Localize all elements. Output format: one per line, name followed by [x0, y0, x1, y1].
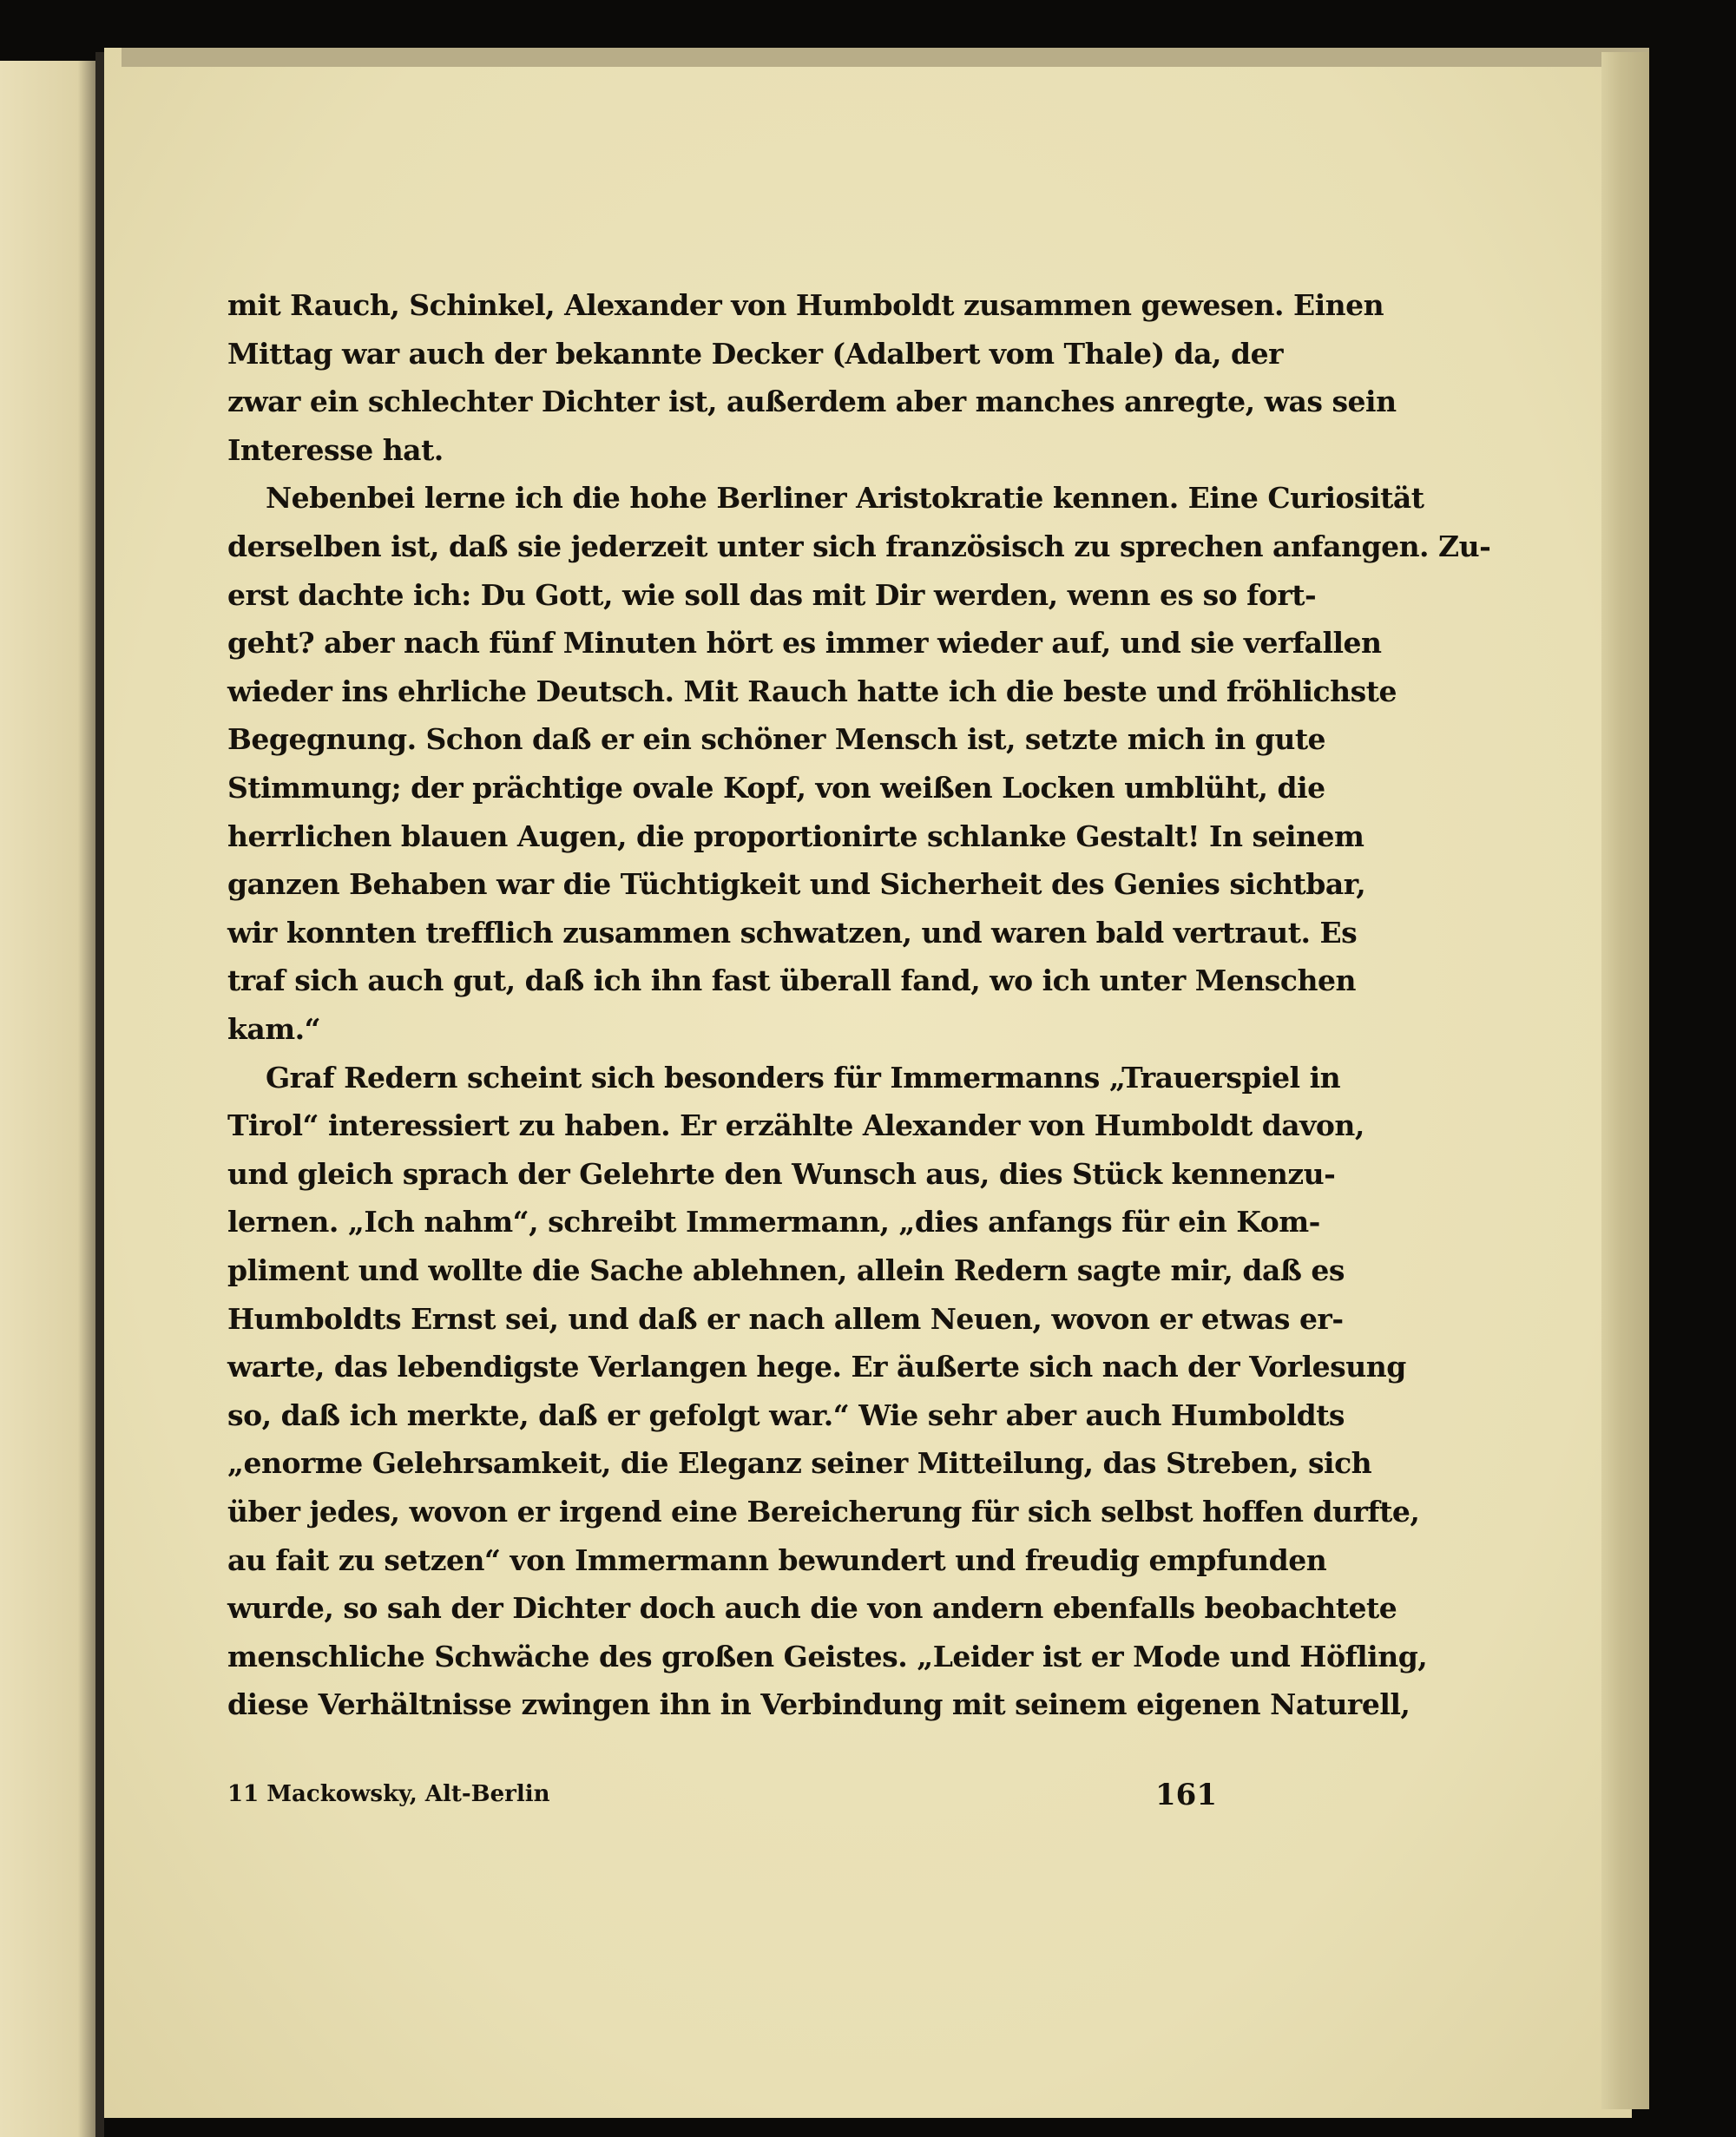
- text-line: herrlichen blauen Augen, die proportionirte schlanke Gestalt! In seinem: [227, 819, 1364, 853]
- text-line: Nebenbei lerne ich die hohe Berliner Aristokratie kennen. Eine Curiosität: [266, 481, 1424, 516]
- page-number: 161: [1155, 1778, 1217, 1812]
- text-line: so, daß ich merkte, daß er gefolgt war.“ Wie sehr aber auch Humboldts: [227, 1397, 1345, 1432]
- text-line: wir konnten trefflich zusammen schwatzen, und waren bald vertraut. Es: [227, 915, 1358, 950]
- signature-mark: 11 Mackowsky, Alt-Berlin: [227, 1781, 550, 1807]
- text-line: menschliche Schwäche des großen Geistes. „Leider ist er Mode und Höfling,: [227, 1639, 1428, 1673]
- text-line: zwar ein schlechter Dichter ist, außerdem aber manches anregte, was sein: [227, 385, 1397, 419]
- text-line: warte, das lebendigste Verlangen hege. Er äußerte sich nach der Vorlesung: [227, 1350, 1406, 1384]
- text-line: Graf Redern scheint sich besonders für Immermanns „Trauerspiel in: [266, 1060, 1341, 1095]
- text-line: ganzen Behaben war die Tüchtigkeit und Sicherheit des Genies sichtbar,: [227, 867, 1366, 902]
- text-line: diese Verhältnisse zwingen ihn in Verbindung mit seinem eigenen Naturell,: [227, 1687, 1410, 1722]
- text-line: „enorme Gelehrsamkeit, die Eleganz seiner Mitteilung, das Streben, sich: [227, 1446, 1372, 1481]
- text-line: Interesse hat.: [227, 432, 444, 467]
- text-line: au fait zu setzen“ von Immermann bewundert und freudig empfunden: [227, 1542, 1327, 1577]
- text-line: Begegnung. Schon daß er ein schöner Mensch ist, setzte mich in gute: [227, 722, 1326, 757]
- text-line: Tirol“ interessiert zu haben. Er erzählte Alexander von Humboldt davon,: [227, 1108, 1364, 1143]
- text-line: traf sich auch gut, daß ich ihn fast überall fand, wo ich unter Menschen: [227, 963, 1356, 998]
- page-top-edge: [122, 48, 1649, 67]
- text-line: derselben ist, daß sie jederzeit unter sich französisch zu sprechen anfangen. Zu-: [227, 529, 1491, 563]
- text-line: und gleich sprach der Gelehrte den Wunsch aus, dies Stück kennenzu-: [227, 1156, 1336, 1191]
- text-line: mit Rauch, Schinkel, Alexander von Humboldt zusammen gewesen. Einen: [227, 288, 1384, 322]
- text-line: Mittag war auch der bekannte Decker (Adalbert vom Thale) da, der: [227, 336, 1283, 371]
- text-line: geht? aber nach fünf Minuten hört es immer wieder auf, und sie verfallen: [227, 626, 1382, 661]
- text-line: wieder ins ehrliche Deutsch. Mit Rauch hatte ich die beste und fröhlichste: [227, 674, 1397, 708]
- text-line: wurde, so sah der Dichter doch auch die von andern ebenfalls beobachtete: [227, 1591, 1397, 1626]
- text-line: lernen. „Ich nahm“, schreibt Immermann, „dies anfangs für ein Kom-: [227, 1205, 1320, 1239]
- book-gutter: [95, 52, 104, 2137]
- text-line: pliment und wollte die Sache ablehnen, allein Redern sagte mir, daß es: [227, 1253, 1345, 1287]
- text-line: erst dachte ich: Du Gott, wie soll das mit Dir werden, wenn es so fort-: [227, 577, 1317, 612]
- text-line: Humboldts Ernst sei, und daß er nach allem Neuen, wovon er etwas er-: [227, 1301, 1344, 1336]
- text-line: kam.“: [227, 1012, 321, 1046]
- text-line: Stimmung; der prächtige ovale Kopf, von weißen Locken umblüht, die: [227, 771, 1325, 805]
- facing-page-edge: [0, 61, 97, 2137]
- page-right-edge: [1601, 52, 1649, 2109]
- text-line: über jedes, wovon er irgend eine Bereicherung für sich selbst hoffen durfte,: [227, 1495, 1420, 1529]
